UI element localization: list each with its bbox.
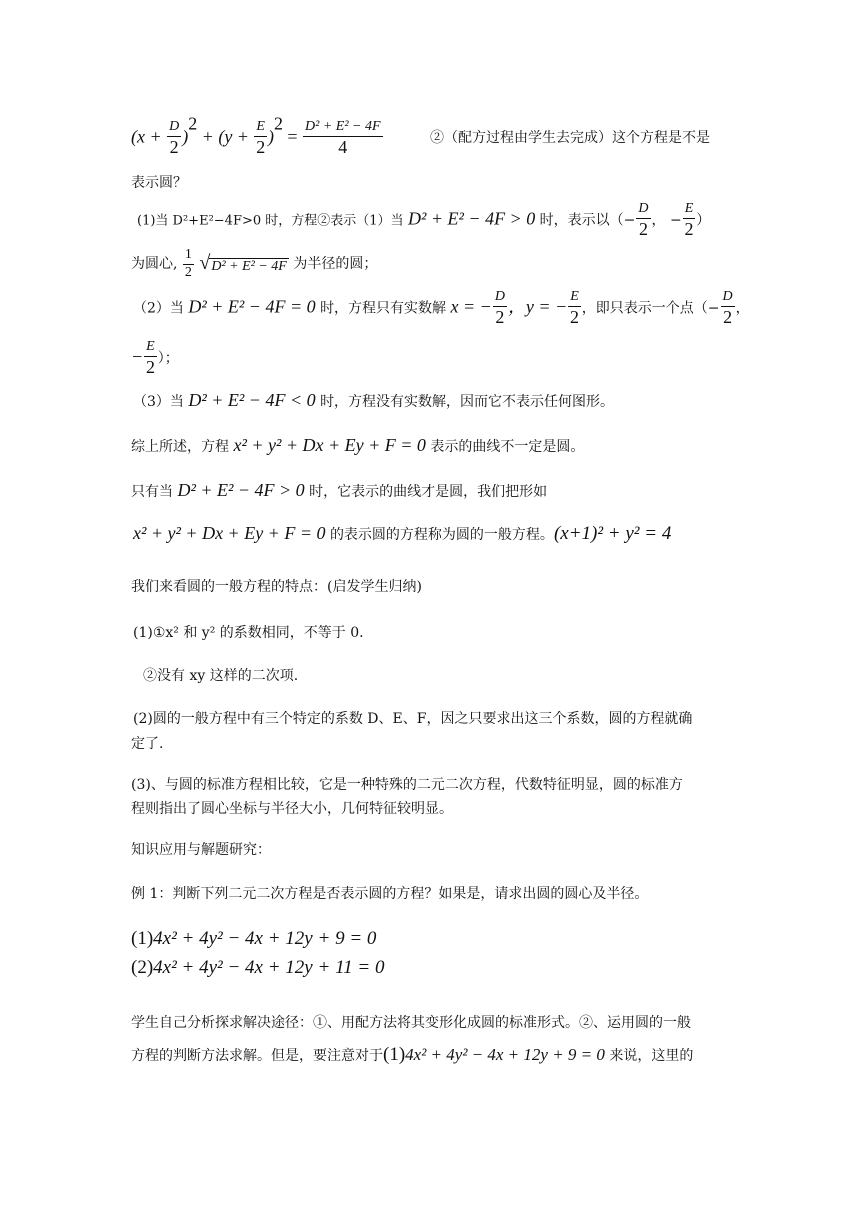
equation-note: ②（配方过程由学生去完成）这个方程是不是 [430, 130, 710, 146]
math: ，y = − [507, 296, 568, 317]
fraction [167, 120, 181, 157]
fraction [636, 202, 650, 239]
math-inequality: D² + E² − 4F > 0 [407, 208, 536, 229]
text: 来说，这里的 [609, 1048, 694, 1064]
eq-number: (1) [131, 928, 154, 949]
eq-part: ) [182, 126, 189, 147]
summary-line [131, 436, 584, 454]
frac-den: 2 [638, 218, 648, 239]
case-3-line [133, 391, 614, 409]
fraction [303, 120, 383, 157]
frac-num: E [683, 202, 696, 219]
math-equation: D² + E² − 4F = 0 [188, 296, 316, 317]
frac-num: D [636, 202, 650, 219]
paragraph: (3)、与圆的标准方程相比较，它是一种特殊的二元二次方程，代数特征明显，圆的标准方 [131, 777, 683, 793]
math-equation: 4x² + 4y² − 4x + 12y + 11 = 0 [153, 957, 385, 978]
frac-den: 2 [145, 356, 155, 377]
math: − [131, 346, 144, 367]
sqrt [199, 251, 289, 274]
paragraph: 例 1：判断下列二元二次方程是否表示圆的方程？如果是，请求出圆的圆心及半径。 [131, 886, 649, 902]
frac-num: E [144, 340, 157, 357]
case-1-line [137, 202, 710, 239]
fraction [568, 290, 581, 327]
fraction [254, 120, 267, 157]
frac-den: 2 [184, 264, 192, 280]
fraction [683, 202, 696, 239]
math-equation: 4x² + 4y² − 4x + 12y + 9 = 0 [405, 1045, 605, 1064]
text: 为圆心, [131, 256, 178, 273]
frac-num: D [167, 120, 181, 137]
case-2-line [133, 290, 750, 327]
fraction [183, 248, 194, 280]
frac-num: E [254, 120, 267, 137]
text: ，即只表示一个点（− [581, 300, 720, 317]
frac-den: 4 [338, 136, 348, 157]
eq-part: ) [267, 126, 274, 147]
frac-num: E [568, 290, 581, 307]
text: (1)当 D²+E²−4F>0 时，方程②表示（1）当 [137, 213, 404, 229]
exp: 2 [273, 113, 283, 134]
math-equation: 4x² + 4y² − 4x + 12y + 9 = 0 [153, 928, 377, 949]
frac-den: 2 [256, 136, 266, 157]
case-2-cont [131, 340, 179, 377]
example-eq-1 [131, 929, 376, 948]
fraction [144, 340, 157, 377]
eq-number: (2) [131, 957, 154, 978]
example-eq-2 [131, 958, 384, 977]
frac-den: 2 [570, 306, 580, 327]
text: 时，表示以（− [539, 212, 636, 229]
radius-line [131, 248, 377, 280]
eq-part: (x + [131, 126, 162, 147]
text: ， − [651, 212, 682, 229]
text: 时，它表示的曲线才是圆，我们把形如 [309, 484, 548, 500]
paragraph: (2)圆的一般方程中有三个特定的系数 D、E、F，因之只要求出这三个系数，圆的方程就确 [133, 711, 693, 727]
paragraph: 我们来看圆的一般方程的特点：(启发学生归纳) [131, 579, 422, 595]
text: 为半径的圆； [293, 256, 378, 273]
sqrt-symbol-icon: √ [199, 251, 211, 274]
text: 时，方程只有实数解 [320, 300, 447, 317]
frac-den: 2 [684, 218, 694, 239]
math-equation: x² + y² + Dx + Ey + F = 0 [133, 523, 326, 543]
eq-part: + (y + [201, 126, 249, 147]
paragraph: (1)①x² 和 y² 的系数相同，不等于 0. [133, 625, 364, 641]
frac-num: D² + E² − 4F [303, 120, 383, 137]
text: 表示的曲线不一定是圆。 [430, 439, 585, 455]
text: ）； [157, 350, 179, 367]
text: （2）当 [133, 300, 184, 317]
math-inequality: D² + E² − 4F < 0 [188, 390, 316, 410]
frac-num: 1 [183, 248, 194, 265]
frac-num: D [493, 290, 507, 307]
frac-den: 2 [495, 306, 505, 327]
eq-part: = [287, 126, 298, 147]
paragraph: 学生自己分析探求解决途径：①、用配方法将其变形化成圆的标准形式。②、运用圆的一般 [131, 1015, 691, 1031]
paragraph-with-math [131, 1045, 693, 1064]
math-equation: x² + y² + Dx + Ey + F = 0 [233, 435, 426, 455]
fraction [493, 290, 507, 327]
paragraph: ②没有 xy 这样的二次项. [143, 668, 299, 684]
general-equation-line [133, 524, 671, 543]
text: 时，方程没有实数解，因而它不表示任何图形。 [320, 394, 615, 410]
radicand: D² + E² − 4F [211, 258, 287, 274]
text: ， [735, 300, 750, 317]
paragraph: 程则指出了圆心坐标与半径大小，几何特征较明显。 [131, 801, 453, 817]
frac-den: 2 [723, 306, 733, 327]
condition-line [131, 481, 547, 499]
text: ） [696, 212, 711, 229]
math-inequality: D² + E² − 4F > 0 [177, 480, 305, 500]
paragraph: 知识应用与解题研究： [131, 842, 271, 858]
paragraph: 定了. [131, 736, 164, 752]
frac-den: 2 [169, 136, 179, 157]
exp: 2 [188, 113, 198, 134]
frac-num: D [721, 290, 735, 307]
text: 方程的判断方法求解。但是，要注意对于 [131, 1048, 383, 1064]
paragraph: 表示圆？ [131, 175, 187, 191]
text: 的表示圆的方程称为圆的一般方程。 [329, 527, 554, 543]
fraction [721, 290, 735, 327]
text: 只有当 [131, 484, 173, 500]
text: （3）当 [133, 394, 184, 410]
text: 综上所述，方程 [131, 439, 229, 455]
equation-completed-square [131, 113, 384, 157]
math-equation: (x+1)² + y² = 4 [553, 523, 672, 544]
eq-number: (1) [383, 1044, 406, 1065]
math: x = − [450, 296, 492, 317]
